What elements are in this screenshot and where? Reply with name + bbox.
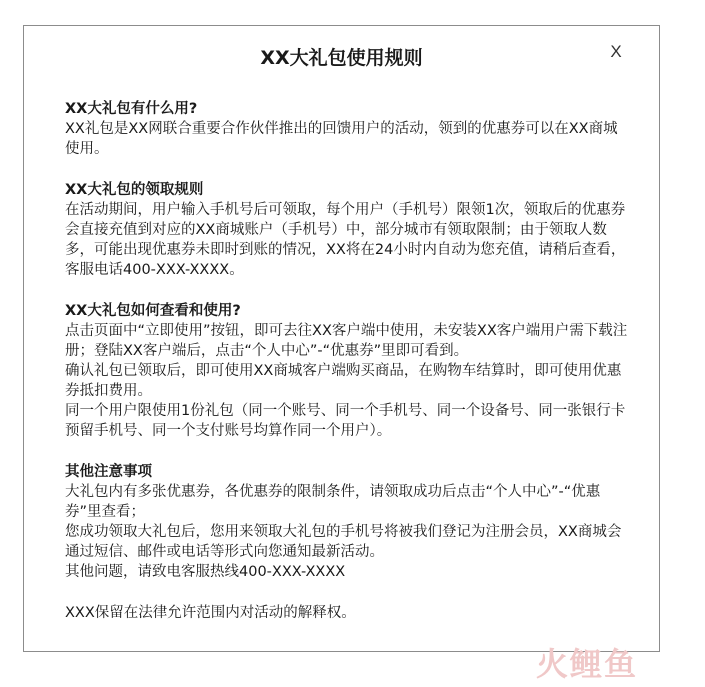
section-other-notes [65, 462, 631, 582]
section-title: XX大礼包的领取规则 [65, 182, 204, 198]
section-purpose [65, 99, 631, 159]
close-button[interactable]: X [610, 42, 622, 61]
section-paragraph: 您成功领取大礼包后，您用来领取大礼包的手机号将被我们登记为注册会员，XX商城会通过短信、邮件或电话等形式向您通知最新活动。 [65, 524, 622, 560]
rules-modal [23, 25, 660, 652]
section-paragraph: 同一个用户限使用1份礼包（同一个账号、同一个手机号、同一个设备号、同一张银行卡预留手机号、同一个支付账号均算作同一个用户）。 [65, 403, 626, 439]
watermark-logo: 火鲤鱼 [536, 645, 639, 683]
section-title: XX大礼包如何查看和使用? [65, 303, 241, 319]
footer-note: XXX保留在法律允许范围内对活动的解释权。 [65, 605, 356, 621]
section-title: 其他注意事项 [65, 464, 152, 480]
section-title: XX大礼包有什么用? [65, 101, 198, 117]
rules-content [65, 99, 631, 623]
section-claim-rules [65, 180, 631, 280]
modal-title: XX大礼包使用规则 [260, 47, 423, 69]
section-paragraph: 在活动期间，用户输入手机号后可领取，每个用户（手机号）限领1次，领取后的优惠券会直接充值到对应的XX商城账户（手机号）中，部分城市有领取限制；由于领取人数多，可能出现优惠券未即时到账的情况，XX将在24小时内自动为您充值，请稍后查看，客服电话400-XXX-XXXX。 [65, 202, 626, 278]
section-paragraph: XX礼包是XX网联合重要合作伙伴推出的回馈用户的活动，领到的优惠券可以在XX商城使用。 [65, 121, 618, 157]
section-paragraph: 其他问题，请致电客服热线400-XXX-XXXX [65, 564, 346, 580]
section-how-to-use [65, 301, 631, 441]
section-paragraph: 大礼包内有多张优惠券，各优惠券的限制条件，请领取成功后点击“个人中心”-“优惠券”里查看； [65, 484, 601, 520]
section-paragraph: 点击页面中“立即使用”按钮，即可去往XX客户端中使用，未安装XX客户端用户需下载注册；登陆XX客户端后，点击“个人中心”-“优惠券”里即可看到。 [65, 323, 628, 359]
section-paragraph: 确认礼包已领取后，即可使用XX商城客户端购买商品，在购物车结算时，即可使用优惠券抵扣费用。 [65, 363, 622, 399]
